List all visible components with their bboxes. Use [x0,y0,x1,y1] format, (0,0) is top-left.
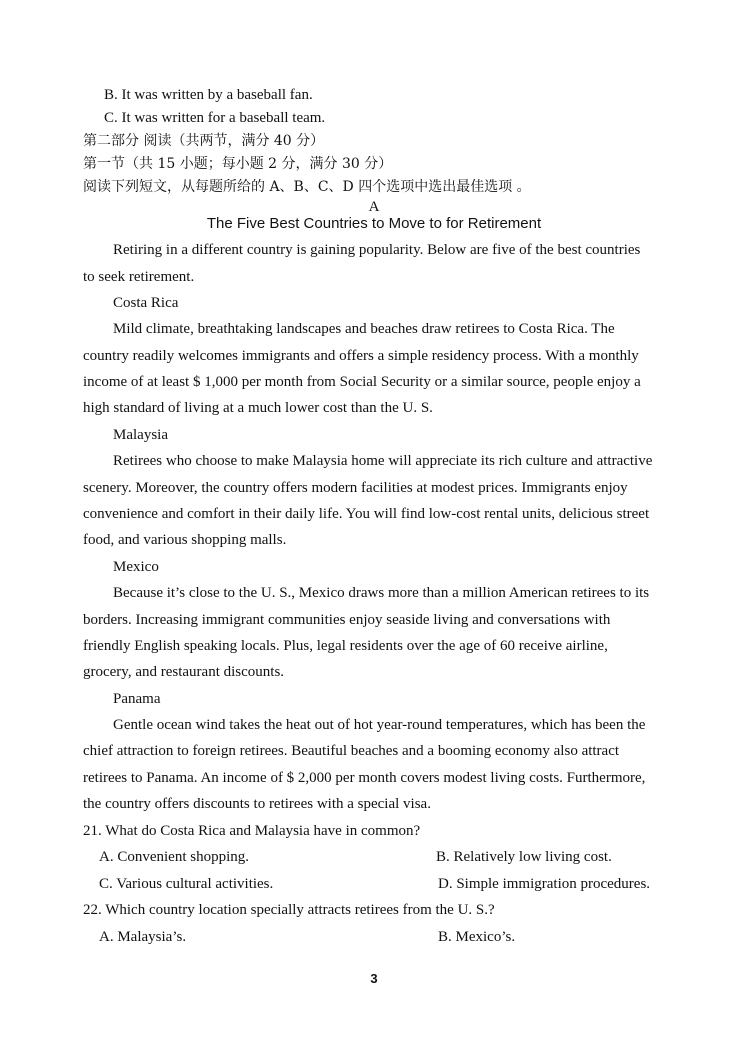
section-heading-mexico: Mexico [113,559,159,575]
paragraph-line: grocery, and restaurant discounts. [83,664,285,680]
paragraph-line: chief attraction to foreign retirees. Beautiful beaches and a booming economy also attract [83,743,620,759]
question-21-option-c: C. Various cultural activities. [99,876,274,892]
paragraph-line: Because it’s close to the U. S., Mexico draws more than a million American retirees to its [113,585,650,601]
paragraph-line: scenery. Moreover, the country offers modern facilities at modest prices. Immigrants enjoy [83,480,628,496]
question-22-option-b: B. Mexico’s. [438,929,516,945]
paragraph-line: retirees to Panama. An income of $ 2,000 per month covers modest living costs. Furthermore, [83,770,646,786]
passage-title: The Five Best Countries to Move to for Retirement [206,215,542,232]
option-c-prev-question: C. It was written for a baseball team. [104,110,326,126]
subsection-heading: 第一节（共 15 小题；每小题 2 分，满分 30 分） [83,156,393,172]
paragraph-line: food, and various shopping malls. [83,532,287,548]
paragraph-line: Retirees who choose to make Malaysia home will appreciate its rich culture and attractive [113,453,653,469]
passage-letter: A [368,199,380,215]
paragraph-line: friendly English speaking locals. Plus, legal residents over the age of 60 receive airline, [83,638,608,654]
intro-line: to seek retirement. [83,269,195,285]
question-22-option-a: A. Malaysia’s. [99,929,187,945]
section-heading-costa-rica: Costa Rica [113,295,179,311]
question-22-stem: 22. Which country location specially attracts retirees from the U. S.? [83,902,495,918]
page-number: 3 [370,971,378,986]
paragraph-line: convenience and comfort in their daily life. You will find low-cost rental units, delicious street [83,506,650,522]
question-21-option-b: B. Relatively low living cost. [436,849,612,865]
reading-instructions: 阅读下列短文，从每题所给的 A、B、C、D 四个选项中选出最佳选项 。 [83,179,531,195]
paragraph-line: country readily welcomes immigrants and offers a simple residency process. With a monthly [83,348,639,364]
intro-line: Retiring in a different country is gaining popularity. Below are five of the best countries [113,242,641,258]
paragraph-line: Gentle ocean wind takes the heat out of hot year-round temperatures, which has been the [113,717,646,733]
option-b-prev-question: B. It was written by a baseball fan. [104,87,313,103]
paragraph-line: high standard of living at a much lower cost than the U. S. [83,400,433,416]
part-heading: 第二部分 阅读（共两节，满分 40 分） [83,133,325,149]
paragraph-line: borders. Increasing immigrant communities enjoy seaside living and conversations with [83,612,611,628]
paragraph-line: the country offers discounts to retirees with a special visa. [83,796,431,812]
paragraph-line: Mild climate, breathtaking landscapes and beaches draw retirees to Costa Rica. The [113,321,615,337]
section-heading-malaysia: Malaysia [113,427,168,443]
question-21-stem: 21. What do Costa Rica and Malaysia have in common? [83,823,421,839]
question-21-option-a: A. Convenient shopping. [99,849,249,865]
question-21-option-d: D. Simple immigration procedures. [438,876,651,892]
paragraph-line: income of at least $ 1,000 per month from Social Security or a similar source, people enjoy a [83,374,641,390]
section-heading-panama: Panama [113,691,161,707]
